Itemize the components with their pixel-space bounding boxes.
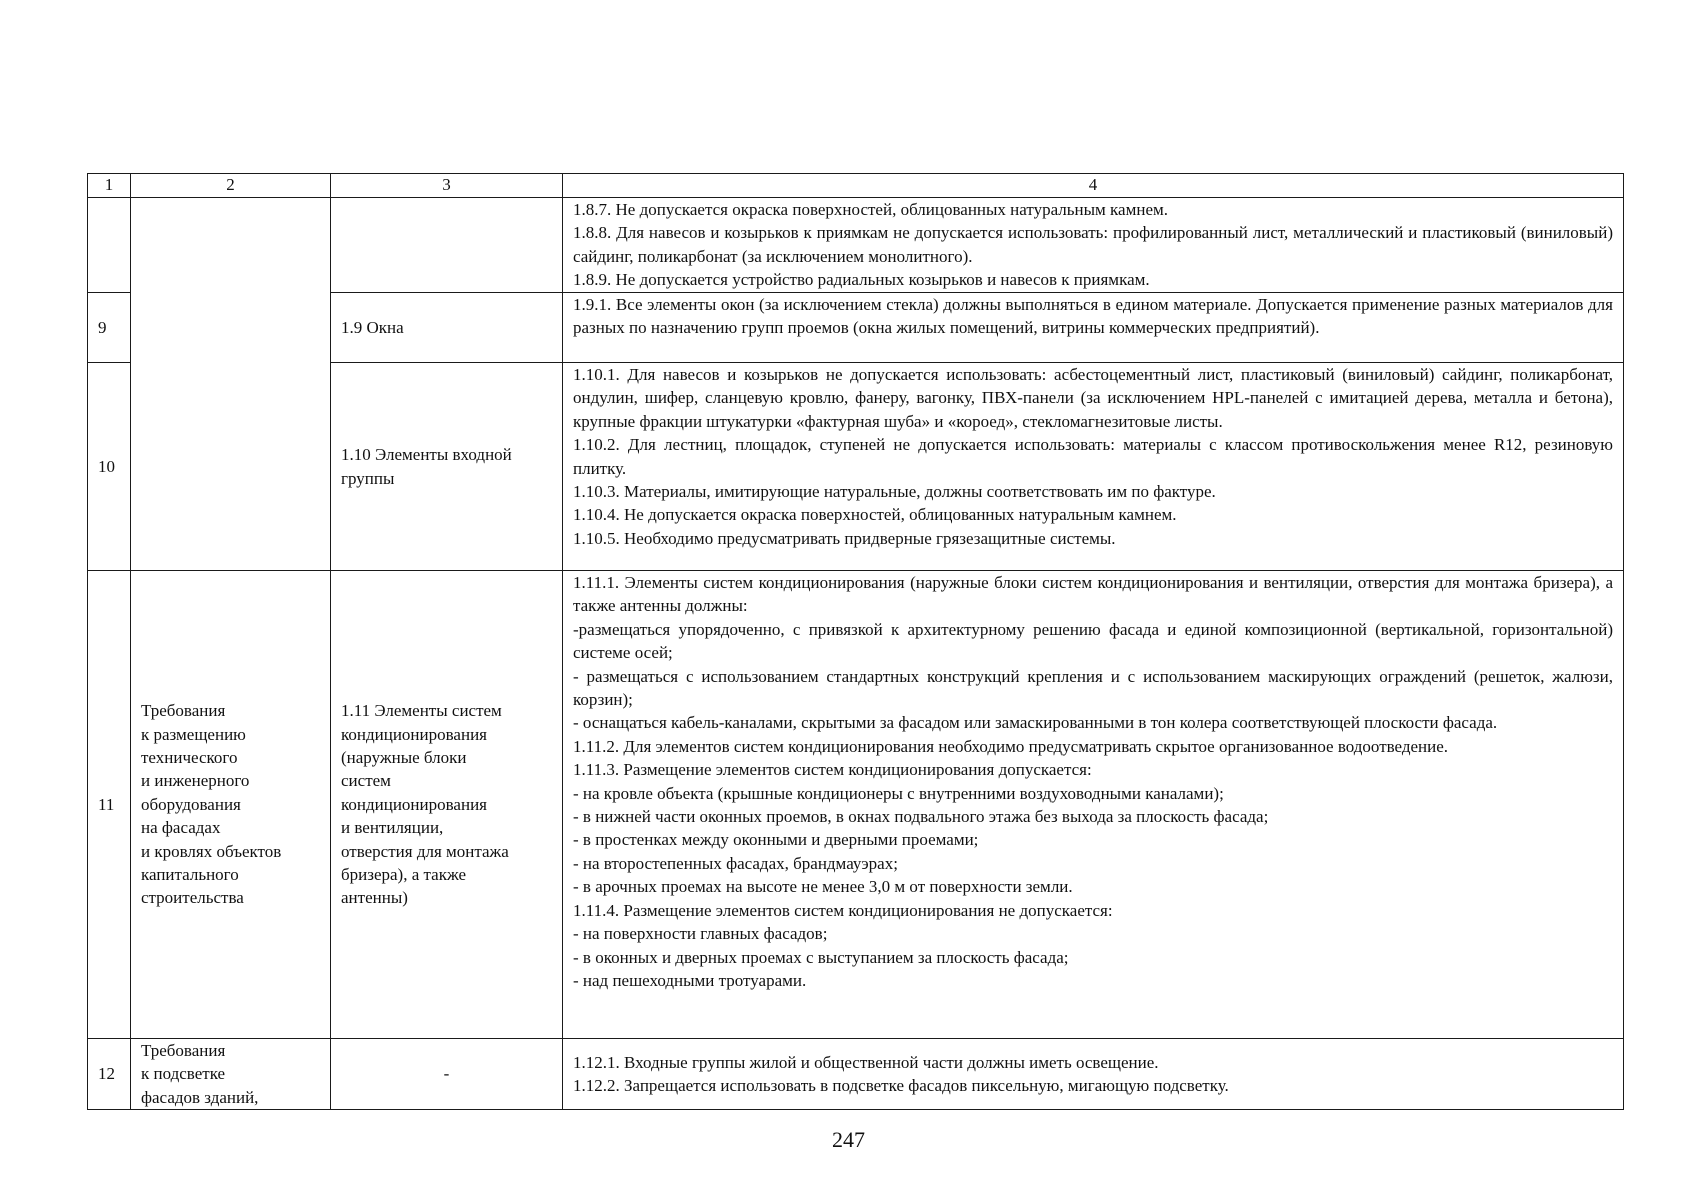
header-col-2: 2 (131, 174, 331, 198)
group-line: технического (141, 747, 238, 767)
requirement-line: - над пешеходными тротуарами. (573, 970, 807, 990)
row-number-empty (88, 198, 131, 293)
requirement-line: - в арочных проемах на высоте не менее 3,0 м от поверхности земли. (573, 877, 1073, 897)
requirement-line: 1.11.4. Размещение элементов систем кондиционирования не допускается: (573, 900, 1113, 920)
table-header-row (88, 174, 1624, 198)
group-line: Требования (141, 701, 226, 721)
group-cell (131, 571, 331, 1039)
element-line: (наружные блоки (341, 747, 467, 767)
requirement-line: 1.8.9. Не допускается устройство радиальных козырьков и навесов к приямкам. (573, 270, 1150, 290)
requirement-line: - оснащаться кабель-каналами, скрытыми за фасадом или замаскированными в тон колера соответствующей плоскости фасада. (573, 713, 1498, 733)
requirement-line: 1.8.8. Для навесов и козырьков к приямкам не допускается использовать: профилированный лист, металлический и пластиковый (виниловый) сайдинг, поликарбонат (за исключением монолитного). (573, 223, 1613, 266)
requirement-line: -размещаться упорядоченно, с привязкой к архитектурному решению фасада и единой композиционной (вертикальной, горизонтальной) системе осей; (573, 619, 1613, 663)
requirements-cell (563, 293, 1624, 363)
row-number: 12 (88, 1039, 131, 1110)
element-line: 1.11 Элементы систем (341, 701, 502, 721)
requirements-cell (563, 571, 1624, 1039)
requirement-line: 1.11.1. Элементы систем кондиционирования (наружные блоки систем кондиционирования и вентиляции, отверстия для монтажа бризера), а также антенны должны: (573, 573, 1613, 616)
row-number: 9 (88, 293, 131, 363)
requirement-line: - на второстепенных фасадах, брандмауэрах; (573, 853, 898, 873)
group-line: и инженерного (141, 771, 250, 791)
element-cell (331, 571, 563, 1039)
requirement-line: 1.9.1. Все элементы окон (за исключением стекла) должны выполняться в едином материале. Допускается применение разных материалов для разных по назначению групп проемов (окна жилых помещений, витрины коммерческих предприятий). (573, 295, 1613, 338)
header-col-1: 1 (88, 174, 131, 198)
table-row (88, 198, 1624, 293)
element-line: антенны) (341, 888, 408, 908)
requirement-line: 1.8.7. Не допускается окраска поверхностей, облицованных натуральным камнем. (573, 200, 1169, 219)
requirements-cell (563, 198, 1624, 293)
element-line: отверстия для монтажа (341, 841, 509, 861)
requirements-cell (563, 363, 1624, 571)
requirement-line: 1.10.3. Материалы, имитирующие натуральные, должны соответствовать им по фактуре. (573, 482, 1216, 502)
element-line: кондиционирования (341, 724, 487, 744)
element-cell: 1.10 Элементы входной группы (331, 363, 563, 571)
row-number: 11 (88, 571, 131, 1039)
table-row (88, 1039, 1624, 1110)
group-cell (131, 1039, 331, 1110)
requirement-line: 1.11.2. Для элементов систем кондиционирования необходимо предусматривать скрытое организованное водоотведение. (573, 736, 1449, 756)
requirement-line: - в простенках между оконными и дверными проемами; (573, 830, 979, 850)
requirement-line: 1.12.1. Входные группы жилой и общественной части должны иметь освещение. (573, 1052, 1159, 1072)
header-col-4: 4 (563, 174, 1624, 198)
group-line: на фасадах (141, 818, 221, 838)
requirement-line: 1.10.4. Не допускается окраска поверхностей, облицованных натуральным камнем. (573, 505, 1177, 525)
group-line: к размещению (141, 724, 246, 744)
group-line: строительства (141, 888, 244, 908)
group-cell-empty (131, 198, 331, 571)
element-line: кондиционирования (341, 794, 487, 814)
element-cell: - (331, 1039, 563, 1110)
table-row (88, 571, 1624, 1039)
element-line: систем (341, 771, 391, 791)
row-number: 10 (88, 363, 131, 571)
group-line: оборудования (141, 794, 241, 814)
requirements-cell (563, 1039, 1624, 1110)
requirement-line: - на кровле объекта (крышные кондиционеры с внутренними воздуховодными каналами); (573, 783, 1224, 803)
requirement-line: 1.10.1. Для навесов и козырьков не допускается использовать: асбестоцементный лист, пластиковый (виниловый) сайдинг, поликарбонат, ондулин, шифер, сланцевую кровлю, фанеру, вагонку, ПВХ-панели (за исключением HPL-панелей с имитацией дерева, металла и бетона), крупные фракции штукатурки «фактурная шуба» и «короед», стекломагнезитовые листы. (573, 365, 1613, 431)
header-col-3: 3 (331, 174, 563, 198)
requirements-table (87, 173, 1624, 1110)
element-cell-empty (331, 198, 563, 293)
requirement-line: - в оконных и дверных проемах с выступанием за плоскость фасада; (573, 947, 1069, 967)
requirement-line: 1.12.2. Запрещается использовать в подсветке фасадов пиксельную, мигающую подсветку. (573, 1076, 1229, 1096)
group-line: и кровлях объектов (141, 841, 282, 861)
requirement-line: 1.10.5. Необходимо предусматривать придверные грязезащитные системы. (573, 528, 1116, 548)
requirement-line: 1.10.2. Для лестниц, площадок, ступеней не допускается использовать: материалы с классом противоскольжения менее R12, резиновую плитку. (573, 435, 1613, 478)
element-line: и вентиляции, (341, 818, 444, 838)
group-line: к подсветке (141, 1064, 226, 1084)
requirement-line: - на поверхности главных фасадов; (573, 924, 828, 944)
requirement-line: - в нижней части оконных проемов, в окнах подвального этажа без выхода за плоскость фасада; (573, 807, 1269, 827)
group-line: капитального (141, 865, 239, 885)
group-line: Требования (141, 1041, 226, 1060)
requirement-line: - размещаться с использованием стандартных конструкций крепления и с использованием маскирующих ограждений (решеток, жалюзи, корзин); (573, 666, 1613, 710)
requirement-line: 1.11.3. Размещение элементов систем кондиционирования допускается: (573, 760, 1092, 780)
element-line: бризера), а также (341, 865, 467, 885)
element-cell: 1.9 Окна (331, 293, 563, 363)
page-number: 247 (832, 1127, 865, 1152)
group-line: фасадов зданий, (141, 1087, 259, 1107)
